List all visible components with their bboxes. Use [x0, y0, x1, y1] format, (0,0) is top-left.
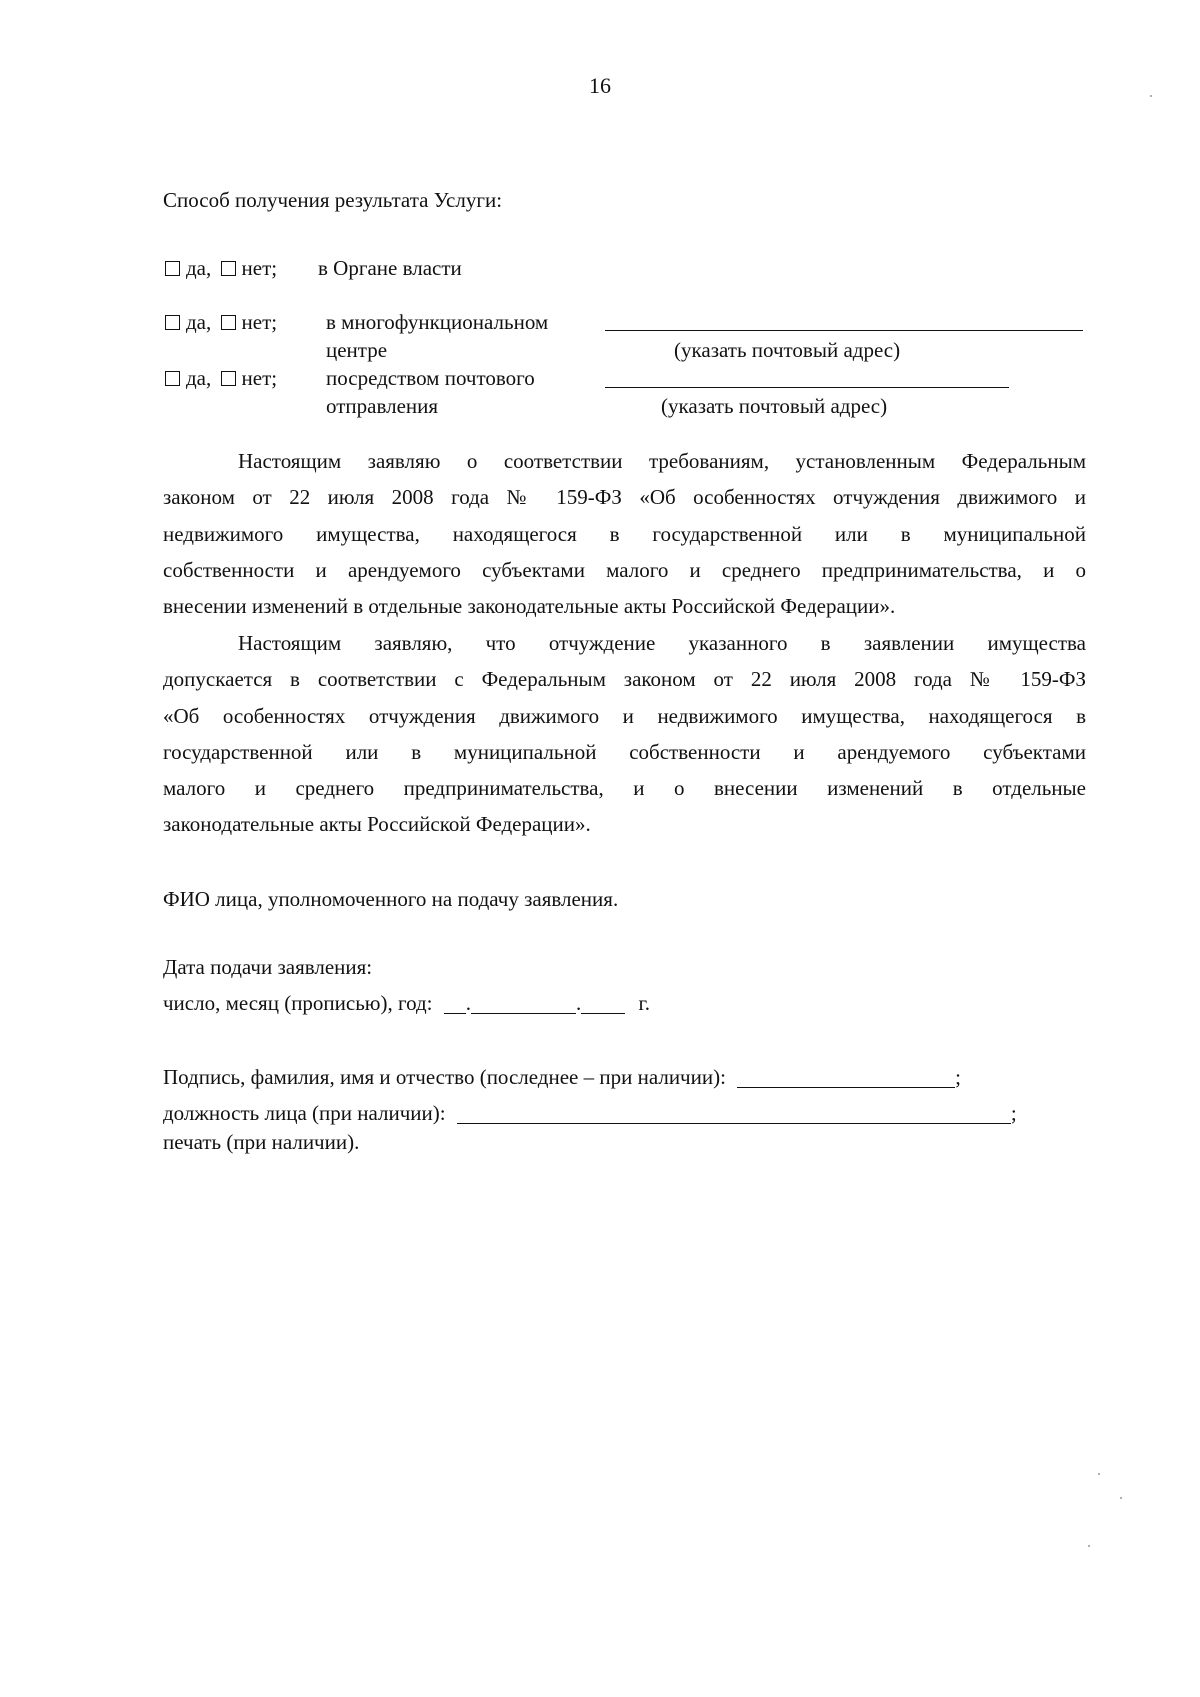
option-post — [165, 366, 277, 391]
scan-speck — [1098, 1473, 1100, 1475]
option-mfc — [165, 310, 277, 335]
checkbox-yes-post[interactable] — [165, 371, 180, 386]
checkbox-yes-organ[interactable] — [165, 261, 180, 276]
option-mfc-label-line2: центре — [326, 338, 388, 362]
paragraph-line: Настоящим заявляю о соответствии требованиям, установленным Федеральным — [238, 449, 1086, 473]
no-label: нет; — [241, 256, 278, 280]
paragraph-line: государственной или в муниципальной собственности и арендуемого субъектами — [163, 739, 1086, 764]
seal-label: печать (при наличии). — [163, 1130, 360, 1154]
paragraph-line: допускается в соответствии с Федеральным законом от 22 июля 2008 года № 159-ФЗ — [163, 667, 1086, 692]
fio-label: ФИО лица, уполномоченного на подачу заявления. — [163, 887, 619, 911]
paragraph-line: «Об особенностях отчуждения движимого и недвижимого имущества, находящегося в — [163, 703, 1086, 728]
paragraph-compliance — [163, 443, 1086, 624]
mfc-address-hint: (указать почтовый адрес) — [674, 338, 901, 362]
date-row — [163, 991, 650, 1016]
line-end: ; — [955, 1065, 962, 1089]
paragraph-line: малого и среднего предпринимательства, и о внесении изменений в отдельные — [163, 776, 1086, 801]
date-day-blank[interactable] — [444, 995, 466, 1014]
date-month-blank[interactable] — [471, 995, 576, 1014]
paragraph-line: законодательные акты Российской Федерации». — [163, 812, 591, 837]
date-dot: . — [576, 991, 582, 1015]
scan-speck — [1120, 1497, 1122, 1499]
no-label: нет; — [241, 310, 278, 334]
yes-label: да, — [186, 256, 212, 280]
position-label: должность лица (при наличии): — [163, 1101, 446, 1125]
scan-speck — [1150, 95, 1152, 97]
yes-label: да, — [186, 310, 212, 334]
option-organ-label: в Органе власти — [318, 256, 462, 280]
paragraph-line: собственности и арендуемого субъектами малого и среднего предпринимательства, и о — [163, 557, 1086, 582]
paragraph-alienation — [163, 625, 1086, 843]
post-address-hint: (указать почтовый адрес) — [661, 394, 888, 418]
paragraph-line: Настоящим заявляю, что отчуждение указанного в заявлении имущества — [238, 631, 1086, 655]
option-organ-vlasti — [165, 256, 277, 281]
checkbox-yes-mfc[interactable] — [165, 315, 180, 330]
page-number: 16 — [589, 73, 611, 98]
paragraph-line: законом от 22 июля 2008 года № 159-ФЗ «Об особенностях отчуждения движимого и — [163, 485, 1086, 510]
position-row — [163, 1101, 1017, 1126]
checkbox-no-organ[interactable] — [221, 261, 236, 276]
line-end: ; — [1010, 1101, 1017, 1125]
signature-row — [163, 1065, 961, 1090]
signature-blank[interactable] — [737, 1069, 955, 1088]
option-post-label-line1: посредством почтового — [326, 366, 535, 390]
date-label: Дата подачи заявления: — [163, 955, 373, 979]
option-mfc-label-line1: в многофункциональном — [326, 310, 549, 334]
position-blank[interactable] — [457, 1105, 1011, 1124]
yes-label: да, — [186, 366, 212, 390]
date-dot: . — [465, 991, 471, 1015]
post-address-line[interactable] — [605, 387, 1009, 388]
delivery-heading: Способ получения результата Услуги: — [163, 188, 503, 212]
paragraph-line: недвижимого имущества, находящегося в государственной или в муниципальной — [163, 521, 1086, 546]
date-prefix: число, месяц (прописью), год: — [163, 991, 433, 1015]
option-post-label-line2: отправления — [326, 394, 439, 418]
scan-speck — [1088, 1545, 1090, 1547]
signature-label: Подпись, фамилия, имя и отчество (последнее – при наличии): — [163, 1065, 726, 1089]
date-suffix: г. — [638, 991, 650, 1015]
mfc-address-line[interactable] — [605, 330, 1083, 331]
checkbox-no-mfc[interactable] — [221, 315, 236, 330]
paragraph-line: внесении изменений в отдельные законодательные акты Российской Федерации». — [163, 594, 896, 619]
checkbox-no-post[interactable] — [221, 371, 236, 386]
no-label: нет; — [241, 366, 278, 390]
date-year-blank[interactable] — [581, 995, 625, 1014]
